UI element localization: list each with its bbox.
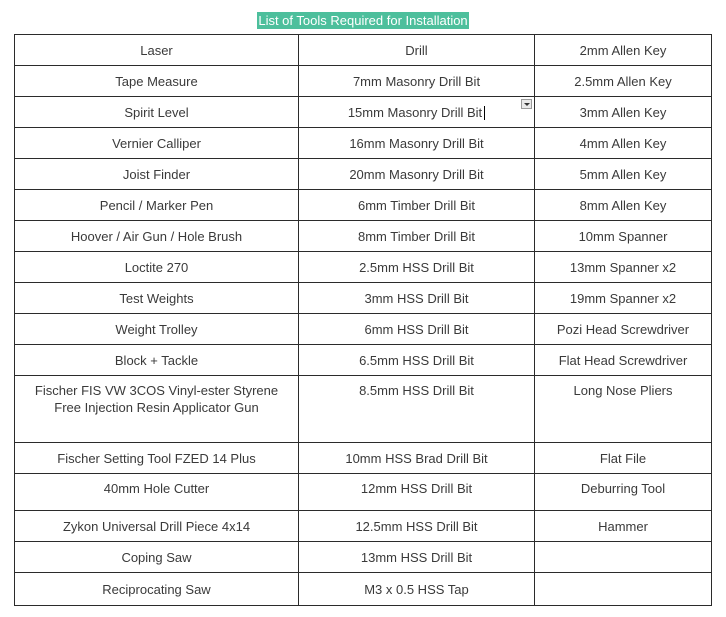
table-cell[interactable] (15, 542, 299, 573)
table-cell[interactable] (15, 376, 299, 443)
cell-text: Zykon Universal Drill Piece 4x14 (62, 518, 251, 534)
table-row (15, 283, 712, 314)
table-cell[interactable] (15, 221, 299, 252)
tools-table (14, 6, 712, 606)
table-cell[interactable] (299, 314, 535, 345)
cell-text: Long Nose Pliers (573, 383, 673, 398)
table-cell[interactable] (535, 474, 712, 511)
table-cell[interactable] (15, 474, 299, 511)
cell-text: 15mm Masonry Drill Bit (347, 104, 483, 120)
table-cell[interactable] (535, 221, 712, 252)
cell-text: Tape Measure (115, 73, 198, 89)
table-cell[interactable] (535, 66, 712, 97)
table-cell[interactable] (535, 128, 712, 159)
table-cell[interactable] (299, 376, 535, 443)
cell-text: Laser (140, 42, 173, 58)
table-cell[interactable] (15, 66, 299, 97)
cell-text: 8mm Allen Key (579, 197, 667, 213)
cell-text: 19mm Spanner x2 (569, 290, 677, 306)
table-title-row (15, 6, 712, 35)
table-cell[interactable] (299, 97, 535, 128)
table-cell[interactable] (535, 345, 712, 376)
table-cell[interactable] (535, 542, 712, 573)
cell-text: Hoover / Air Gun / Hole Brush (70, 228, 243, 244)
table-cell[interactable] (299, 159, 535, 190)
cell-text: 12.5mm HSS Drill Bit (355, 518, 478, 534)
cell-text: 6.5mm HSS Drill Bit (359, 352, 474, 368)
table-cell[interactable] (299, 474, 535, 511)
table-cell[interactable] (299, 511, 535, 542)
table-row (15, 159, 712, 190)
cell-text: Coping Saw (121, 549, 192, 565)
table-body (15, 35, 712, 606)
cell-text: 10mm HSS Brad Drill Bit (345, 450, 488, 466)
table-cell[interactable] (15, 283, 299, 314)
cell-text: 13mm Spanner x2 (569, 259, 677, 275)
cell-text: Hammer (598, 518, 648, 534)
table-title[interactable]: List of Tools Required for Installation (258, 12, 468, 28)
table-cell[interactable] (15, 97, 299, 128)
table-row (15, 573, 712, 606)
cell-text: Joist Finder (122, 166, 191, 182)
table-cell[interactable] (299, 221, 535, 252)
table-cell[interactable] (299, 283, 535, 314)
table-row (15, 35, 712, 66)
cell-text: 8.5mm HSS Drill Bit (359, 383, 474, 398)
table-cell[interactable] (299, 190, 535, 221)
table-cell[interactable] (535, 283, 712, 314)
cell-text: Fischer FIS VW 3COS Vinyl-ester Styrene Free Injection Resin Applicator Gun (34, 383, 279, 415)
cell-text: 8mm Timber Drill Bit (357, 228, 475, 244)
table-cell[interactable] (535, 376, 712, 443)
table-cell[interactable] (15, 443, 299, 474)
table-cell[interactable] (299, 128, 535, 159)
cell-text: 4mm Allen Key (579, 135, 667, 151)
cell-text: 5mm Allen Key (579, 166, 667, 182)
table-row (15, 376, 712, 443)
text-cursor (484, 106, 485, 120)
table-cell[interactable] (535, 443, 712, 474)
table-row (15, 511, 712, 542)
table-cell[interactable] (535, 159, 712, 190)
cell-text: 7mm Masonry Drill Bit (352, 73, 481, 89)
table-cell[interactable] (15, 252, 299, 283)
cell-text: Loctite 270 (124, 259, 189, 275)
table-cell[interactable] (299, 35, 535, 66)
cell-text: 13mm HSS Drill Bit (360, 549, 473, 565)
table-cell[interactable] (15, 345, 299, 376)
cell-text: Flat Head Screwdriver (558, 352, 688, 368)
table-cell[interactable] (299, 573, 535, 606)
cell-text: Pozi Head Screwdriver (556, 321, 690, 337)
table-cell[interactable] (535, 190, 712, 221)
table-row (15, 542, 712, 573)
cell-text: M3 x 0.5 HSS Tap (364, 581, 469, 597)
table-row (15, 190, 712, 221)
table-cell[interactable] (535, 97, 712, 128)
table-cell[interactable] (15, 314, 299, 345)
table-cell[interactable] (535, 252, 712, 283)
cell-text: 6mm HSS Drill Bit (364, 321, 469, 337)
table-cell[interactable] (299, 542, 535, 573)
cell-text: 3mm HSS Drill Bit (364, 290, 469, 306)
table-row (15, 443, 712, 474)
table-cell[interactable] (15, 128, 299, 159)
table-cell[interactable] (535, 573, 712, 606)
table-row (15, 345, 712, 376)
cell-text: Reciprocating Saw (102, 581, 211, 597)
cell-text: Flat File (599, 450, 647, 466)
cell-text: Weight Trolley (115, 321, 198, 337)
cell-text: 12mm HSS Drill Bit (360, 481, 473, 496)
cell-text: Drill (405, 42, 428, 58)
cell-text: 3mm Allen Key (579, 104, 667, 120)
table-row (15, 221, 712, 252)
cell-text: 2.5mm Allen Key (574, 73, 672, 89)
cell-text: 10mm Spanner (578, 228, 668, 244)
table-cell[interactable] (535, 314, 712, 345)
cell-text: Deburring Tool (580, 481, 666, 496)
cell-text: Block + Tackle (114, 352, 199, 368)
table-row (15, 314, 712, 345)
table-cell[interactable] (299, 443, 535, 474)
table-row (15, 474, 712, 511)
cell-dropdown-icon[interactable] (521, 99, 532, 109)
cell-text: 20mm Masonry Drill Bit (349, 166, 484, 182)
table-cell[interactable] (15, 573, 299, 606)
cell-text: 6mm Timber Drill Bit (357, 197, 475, 213)
table-cell[interactable] (15, 190, 299, 221)
tools-table-container (14, 6, 711, 606)
table-cell[interactable] (299, 252, 535, 283)
table-cell[interactable] (535, 511, 712, 542)
cell-text: 2.5mm HSS Drill Bit (359, 259, 474, 275)
cell-text: Spirit Level (124, 104, 189, 120)
cell-text: Test Weights (119, 290, 194, 306)
table-cell[interactable] (299, 66, 535, 97)
cell-text: Pencil / Marker Pen (99, 197, 214, 213)
cell-text: 16mm Masonry Drill Bit (349, 135, 484, 151)
table-row (15, 97, 712, 128)
table-cell[interactable] (299, 345, 535, 376)
cell-text: 2mm Allen Key (579, 42, 667, 58)
table-row (15, 252, 712, 283)
table-cell[interactable] (535, 35, 712, 66)
table-title-cell (15, 6, 712, 35)
cell-text: Fischer Setting Tool FZED 14 Plus (57, 450, 256, 466)
table-row (15, 128, 712, 159)
cell-text: Vernier Calliper (112, 135, 201, 151)
table-row (15, 66, 712, 97)
table-cell[interactable] (15, 159, 299, 190)
cell-text: 40mm Hole Cutter (103, 481, 210, 496)
table-cell[interactable] (15, 35, 299, 66)
table-cell[interactable] (15, 511, 299, 542)
